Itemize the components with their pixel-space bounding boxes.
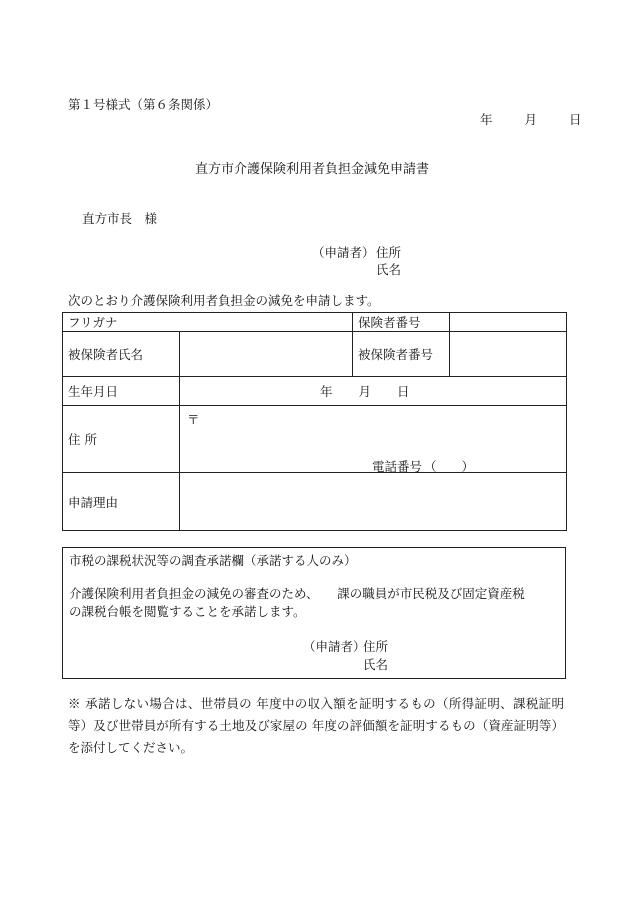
furigana-label: フリガナ: [68, 315, 118, 330]
date-line: [480, 114, 581, 127]
consent-box: [62, 547, 566, 679]
birth-year-label: 年: [320, 384, 333, 399]
applicant-label: （申請者）: [312, 245, 375, 260]
document-title: 直方市介護保険利用者負担金減免申請書: [195, 162, 430, 177]
birth-month-label: 月: [358, 384, 372, 399]
table-row: [63, 377, 567, 406]
insurer-number-label: 保険者番号: [353, 313, 450, 332]
table-row: [63, 332, 567, 377]
note-text: ※ 承諾しない場合は、世帯員の 年度中の収入額を証明するもの（所得証明、課税証明等）及び世帯員が所有する土地及び家屋の 年度の評価額を証明するもの（資産証明等）を添付してください。: [68, 696, 564, 755]
address-label: 住 所: [63, 406, 180, 473]
reason-label: 申請理由: [63, 473, 180, 531]
table-row: [63, 313, 567, 332]
applicant-address-label: 住所: [376, 245, 402, 260]
insurer-number-field[interactable]: [450, 313, 567, 332]
birth-day-label: 日: [397, 384, 410, 399]
date-month: 月: [524, 112, 537, 127]
application-table: [62, 312, 567, 531]
birth-date-field[interactable]: [180, 377, 567, 406]
insured-name-field[interactable]: [180, 332, 353, 377]
insured-number-label: 被保険者番号: [353, 332, 450, 377]
address-field[interactable]: [180, 406, 567, 473]
consent-address-label: 住所: [363, 639, 389, 654]
applicant-name-label: 氏名: [376, 262, 402, 277]
consent-body-line2: の課税台帳を閲覧することを承諾します。: [69, 604, 306, 619]
reason-field[interactable]: [180, 473, 567, 531]
consent-heading: 市税の課税状況等の調査承諾欄（承諾する人のみ）: [69, 553, 357, 568]
intro-text: 次のとおり介護保険利用者負担金の減免を申請します。: [68, 293, 380, 308]
phone-label: 電話番号: [372, 459, 423, 474]
consent-body-line1: 介護保険利用者負担金の減免の審査のため、 課の職員が市民税及び固定資産税: [69, 586, 525, 601]
postal-mark-icon: 〒: [187, 412, 200, 427]
form-number: 第１号様式（第６条関係）: [68, 97, 219, 112]
birth-date-label: 生年月日: [63, 377, 180, 406]
furigana-cell: [63, 313, 353, 332]
phone-parens: （ ）: [424, 459, 475, 474]
table-row: [63, 473, 567, 531]
date-day: 日: [568, 112, 582, 127]
insured-name-label: 被保険者氏名: [63, 332, 180, 377]
insured-number-field[interactable]: [450, 332, 567, 377]
consent-name-label: 氏名: [363, 657, 389, 672]
date-year: 年: [480, 112, 493, 127]
table-row: [63, 406, 567, 473]
addressee: 直方市長 様: [82, 211, 158, 226]
consent-applicant-label: （申請者）: [303, 639, 366, 654]
